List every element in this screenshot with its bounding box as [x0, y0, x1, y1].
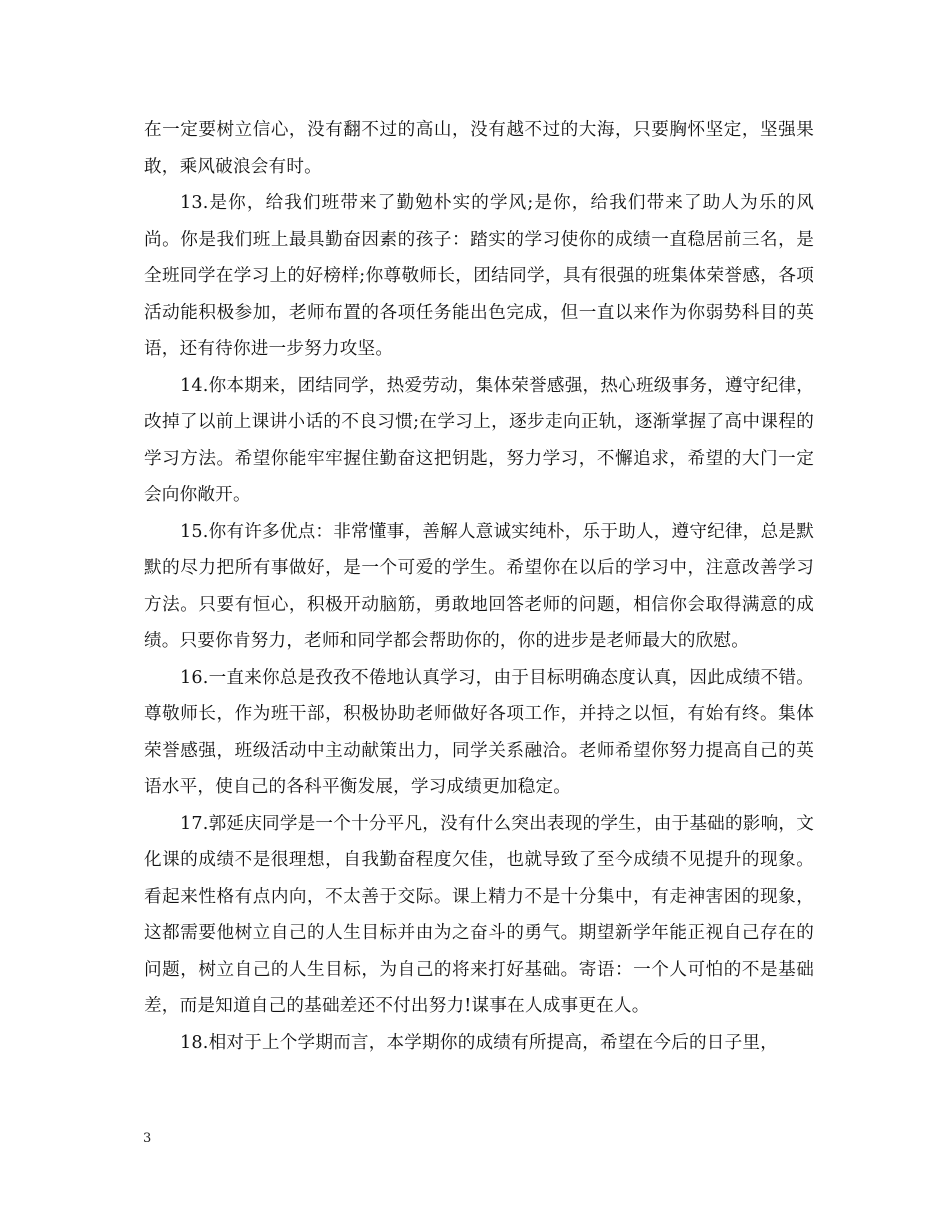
paragraph-17: 17.郭延庆同学是一个十分平凡，没有什么突出表现的学生，由于基础的影响，文化课的成绩不是很理想，自我勤奋程度欠佳，也就导致了至今成绩不见提升的现象。看起来性格有点内向，不太善于交际。课上精力不是十分集中，有走神害困的现象，这都需要他树立自己的人生目标并由为之奋斗的勇气。期望新学年能正视自己存在的问题，树立自己的人生目标，为自己的将来打好基础。寄语：一个人可怕的不是基础差，而是知道自己的基础差还不付出努力!谋事在人成事更在人。 [144, 813, 814, 1016]
paragraph-18: 18.相对于上个学期而言，本学期你的成绩有所提高，希望在今后的日子里， [180, 1032, 778, 1053]
page-number: 3 [143, 1131, 152, 1146]
paragraph-15: 15.你有许多优点：非常懂事，善解人意诚实纯朴，乐于助人，遵守纪律，总是默默的尽力把所有事做好，是一个可爱的学生。希望你在以后的学习中，注意改善学习方法。只要有恒心，积极开动脑筋，勇敢地回答老师的问题，相信你会取得满意的成绩。只要你肯努力，老师和同学都会帮助你的，你的进步是老师最大的欣慰。 [144, 521, 814, 651]
body-text [144, 112, 814, 1061]
paragraph-14: 14.你本期来，团结同学，热爱劳动，集体荣誉感强，热心班级事务，遵守纪律，改掉了以前上课讲小话的不良习惯;在学习上，逐步走向正轨，逐渐掌握了高中课程的学习方法。希望你能牢牢握住勤奋这把钥匙，努力学习，不懈追求，希望的大门一定会向你敞开。 [144, 375, 814, 505]
paragraph-13: 13.是你，给我们班带来了勤勉朴实的学风;是你，给我们带来了助人为乐的风尚。你是我们班上最具勤奋因素的孩子：踏实的学习使你的成绩一直稳居前三名，是全班同学在学习上的好榜样;你尊敬师长，团结同学，具有很强的班集体荣誉感，各项活动能积极参加，老师布置的各项任务能出色完成，但一直以来作为你弱势科目的英语，还有待你进一步努力攻坚。 [144, 193, 814, 359]
paragraph-continuation: 在一定要树立信心，没有翻不过的高山，没有越不过的大海，只要胸怀坚定，坚强果敢，乘风破浪会有时。 [144, 120, 814, 177]
paragraph-16: 16.一直来你总是孜孜不倦地认真学习，由于目标明确态度认真，因此成绩不错。尊敬师长，作为班干部，积极协助老师做好各项工作，并持之以恒，有始有终。集体荣誉感强，班级活动中主动献策出力，同学关系融洽。老师希望你努力提高自己的英语水平，使自己的各科平衡发展，学习成绩更加稳定。 [144, 667, 814, 797]
